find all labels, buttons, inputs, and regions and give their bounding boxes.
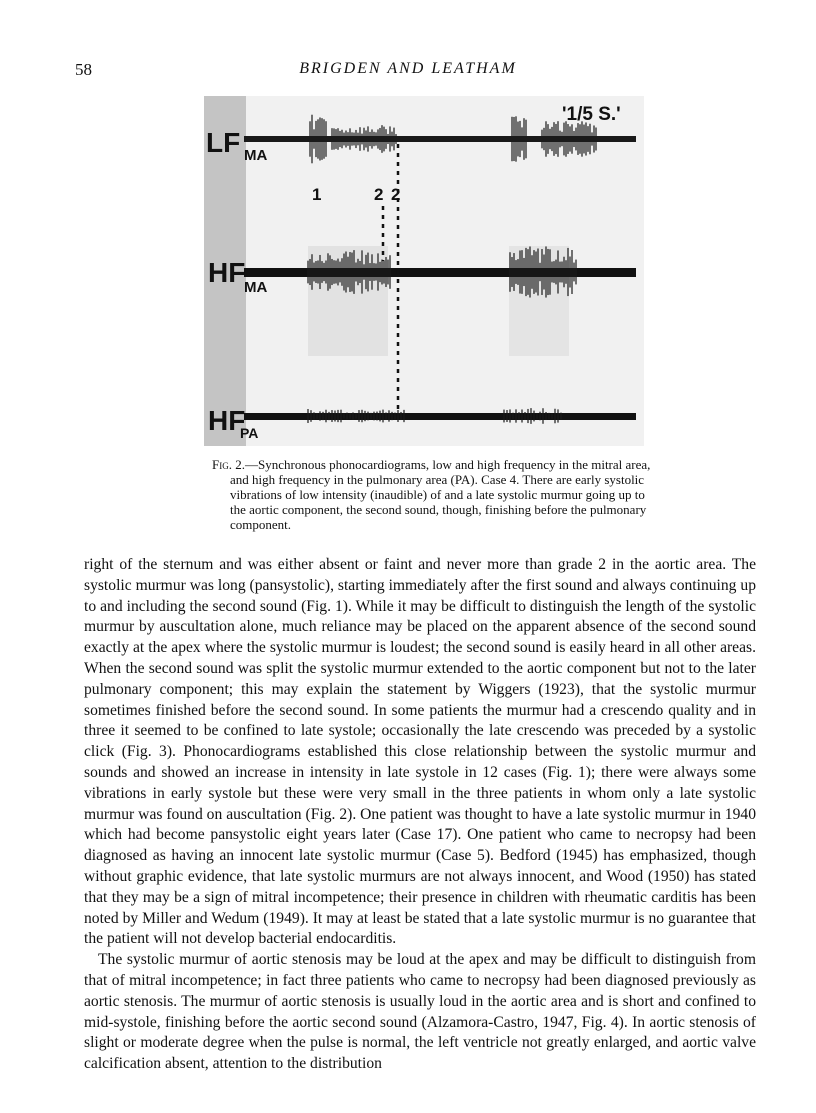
trace3-code-label: HF	[208, 405, 246, 436]
phonocardiogram-image	[204, 96, 644, 446]
figure-caption	[212, 457, 662, 532]
sound-marker-2b: 2	[391, 185, 401, 204]
trace1-site-label: MA	[244, 147, 268, 164]
trace2-site-label: MA	[244, 279, 268, 296]
sound-marker-2a: 2	[374, 185, 384, 204]
trace-lf-ma-baseline	[244, 136, 636, 142]
paragraph: right of the sternum and was either absent or faint and never more than grade 2 in the aortic area. The systolic murmur was long (pansystolic), starting immediately after the first sound and always continuing up to and including the second sound (Fig. 1). While it may be difficult to distinguish the length of the systolic murmur by auscultation alone, much reliance may be placed on the apparent absence of the second sound exactly at the apex where the systolic murmur is loudest; the second sound is easily heard in all other areas. When the second sound was split the systolic murmur extended to the aortic component but not to the later pulmonary component; this may explain the statement by Wiggers (1923), that the systolic murmur sometimes finished before the second sound. In some patients the murmur had a crescendo quality and in three it seemed to be confined to late systole; occasionally the late crescendo was preceded by a systolic click (Fig. 3). Phonocardiograms established this close relationship between the systolic murmur and sounds and showed an increase in intensity in late systole in 12 cases (Fig. 1); there were always some vibrations in early systole but these were very small in the three patients in whom only a late systolic murmur was found on auscultation (Fig. 2). One patient was thought to have a late systolic murmur in 1940 which had become pansystolic eight years later (Case 17). One patient who came to necropsy had been diagnosed as having an innocent late systolic murmur (Case 5). Bedford (1945) has emphasized, though without graphic evidence, that late systolic murmurs are not always innocent, and Wood (1950) has stated that they may be a sign of mitral incompetence; their presence in children with rheumatic carditis has been noted by Miller and Wedum (1949). It may at least be stated that a late systolic murmur is no guarantee that the patient will not develop bacterial endocarditis.	[84, 556, 756, 948]
paragraph: The systolic murmur of aortic stenosis may be loud at the apex and may be difficult to distinguish from that of mitral incompetence; in fact three patients who came to necropsy had been diagnosed previously as aortic stenosis. The murmur of aortic stenosis is usually loud in the aortic area and is short and confined to mid-systole, finishing before the aortic second sound (Alzamora-Castro, 1947, Fig. 4). In aortic stenosis of slight or moderate degree when the pulse is normal, the left ventricle not greatly enlarged, and aortic valve calcification absent, attention to the distribution	[84, 951, 756, 1073]
trace-hf-pa-baseline	[244, 413, 636, 420]
trace3-site-label: PA	[240, 425, 259, 441]
sound-marker-1: 1	[312, 185, 322, 204]
phonocardiogram-figure	[204, 96, 644, 446]
running-title: BRIGDEN AND LEATHAM	[299, 60, 517, 77]
caption-label: Fig. 2.	[212, 457, 245, 472]
trace2-code-label: HF	[208, 257, 246, 288]
caption-text: —Synchronous phonocardiograms, low and high frequency in the mitral area, and high frequency in the pulmonary area (PA). Case 4. There are early systolic vibrations of low intensity (inaudible) of and a late systolic murmur going up to the aortic component, the second sound, though, finishing before the pulmonary component.	[230, 457, 651, 532]
trace-hf-ma-baseline	[244, 268, 636, 277]
article-body	[84, 555, 756, 1075]
trace-lf-ma-first-sound	[310, 115, 326, 164]
page-number: 58	[75, 60, 92, 79]
timescale-label: '1/5 S.'	[562, 104, 621, 125]
trace1-code-label: LF	[206, 127, 241, 158]
